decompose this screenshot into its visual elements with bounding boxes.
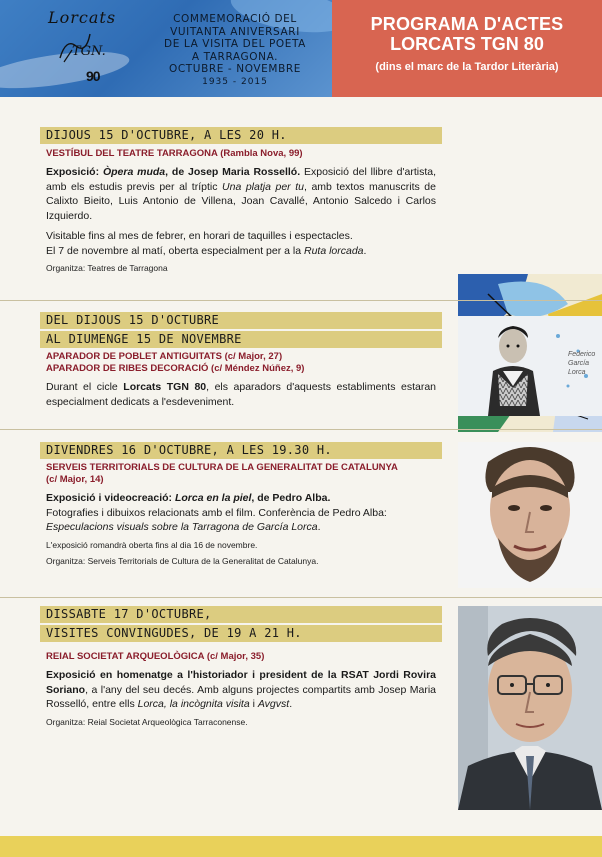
- program-title-box: [332, 0, 602, 97]
- event-venue: REIAL SOCIETAT ARQUEOLÒGICA (c/ Major, 35): [46, 651, 265, 662]
- event-date-band-2: VISITES CONVINGUDES, DE 19 A 21 H.: [40, 625, 442, 642]
- logo-number: 90: [86, 68, 100, 84]
- event-date-band-2: AL DIUMENGE 15 DE NOVEMBRE: [40, 331, 442, 348]
- event-description: Exposició en homenatge a l'historiador i president de la RSAT Jordi Rovira Soriano, a l'any del seu decés. Amb alguns projectes compartits amb Josep Maria Rosselló, entre ells Lorca, la incògnita visita i Avgvst.: [46, 669, 436, 710]
- event-organizer: Organitza: Reial Societat Arqueològica Tarraconense.: [46, 716, 248, 727]
- portrait-caption: Federico García Lorca: [568, 351, 596, 376]
- event-venue: SERVEIS TERRITORIALS DE CULTURA DE LA GENERALITAT DE CATALUNYA (c/ Major, 14): [46, 462, 398, 485]
- event-date-band: DEL DIJOUS 15 D'OCTUBRE: [40, 312, 442, 329]
- event-description: Durant el cicle Lorcats TGN 80, els aparadors d'aquests establiments estaran especialment dedicats a l'esdeveniment.: [46, 381, 437, 408]
- event-note: L'exposició romandrà oberta fins al dia 16 de novembre.: [46, 539, 258, 550]
- logo-text: Lorcats: [48, 8, 117, 27]
- man-portrait-image: [458, 442, 602, 588]
- event-description: Exposició i videocreació: Lorca en la piel, de Pedro Alba. Fotografies i dibuixos relacionats amb el film. Conferència de Pedro Alba: Especulacions visuals sobre la Tarragona de García Lorca.: [46, 492, 387, 533]
- page-header: [0, 0, 602, 97]
- page-footer-band: [0, 836, 602, 857]
- event-description: Exposició: Òpera muda, de Josep Maria Rosselló. Exposició del llibre d'artista, amb els estudis previs per al tríptic Una platja per tu, amb textos manuscrits de Calixto Bieito, Luis Antonio de Villena, Joan Cavallé, Antonio Salcedo i Carlos Izquierdo.: [46, 166, 436, 222]
- event-venue-2: APARADOR DE RIBES DECORACIÓ (c/ Méndez Núñez, 9): [46, 363, 305, 374]
- event-date-band: DIJOUS 15 D'OCTUBRE, A LES 20 H.: [40, 127, 442, 144]
- event-2: [40, 312, 602, 409]
- header-artwork: [0, 0, 332, 97]
- event-schedule: Visitable fins al mes de febrer, en horari de taquilles i espectacles. El 7 de novembre al matí, oberta especialment per a la Ruta lorcada.: [46, 230, 367, 257]
- event-organizer: Organitza: Teatres de Tarragona: [46, 263, 168, 273]
- program-title: PROGRAMA D'ACTES: [370, 14, 564, 34]
- lorca-portrait-image: [458, 316, 602, 416]
- event-venue: VESTÍBUL DEL TEATRE TARRAGONA (Rambla Nova, 99): [46, 148, 303, 159]
- event-4: [40, 606, 602, 728]
- event-date-band: DISSABTE 17 D'OCTUBRE,: [40, 606, 442, 623]
- event-date-band: DIVENDRES 16 D'OCTUBRE, A LES 19.30 H.: [40, 442, 442, 459]
- man-with-glasses-portrait-image: [458, 606, 602, 810]
- commemoration-text: COMMEMORACIÓ DEL VUITANTA ANIVERSARI DE LA VISITA DEL POETA A TARRAGONA. OCTUBRE - NOVEMBRE 1935 - 2015: [164, 13, 306, 87]
- program-note: (dins el marc de la Tardor Literària): [375, 61, 559, 73]
- event-organizer: Organitza: Serveis Territorials de Cultura de la Generalitat de Catalunya.: [46, 555, 319, 566]
- logo-subtext: TGN.: [72, 44, 106, 59]
- event-3: [40, 442, 602, 567]
- event-venue: APARADOR DE POBLET ANTIGUITATS (c/ Major, 27): [46, 351, 283, 362]
- program-subtitle: LORCATS TGN 80: [390, 34, 544, 54]
